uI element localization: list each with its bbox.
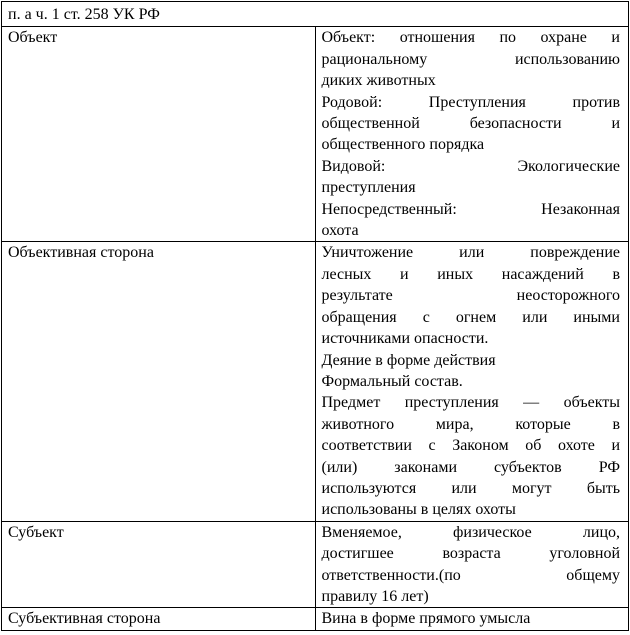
content-line: обращения с огнем или иными [321, 308, 620, 326]
content-line: использованы в целях охоты [321, 501, 516, 519]
content-line: используются или могут быть [321, 479, 620, 497]
content-line: Деяние в форме действия [321, 351, 496, 369]
row-label: Объект [2, 27, 316, 242]
document-page [0, 1, 630, 635]
content-line: Уничтожение или повреждение [321, 244, 620, 262]
content-line: достигшее возраста уголовной [321, 545, 620, 563]
content-line: результате неосторожного [321, 287, 620, 305]
content-line: правилу 16 лет) [321, 587, 429, 605]
content-line: общественного порядка [321, 136, 485, 154]
row-label: Субъективная сторона [2, 608, 316, 630]
content-line: Непосредственный: Незаконная [321, 200, 620, 218]
row-content [315, 27, 629, 242]
row-content [315, 521, 629, 608]
content-line: охота [321, 222, 359, 240]
table-row [2, 521, 629, 608]
content-line: Объект: отношения по охране и [321, 29, 620, 47]
table-row [2, 608, 629, 630]
content-line: лесных и иных насаждений в [321, 265, 620, 283]
row-content [315, 242, 629, 521]
content-line: ответственности.(по общему [321, 566, 620, 584]
content-line: преступления [321, 179, 416, 197]
content-line: Предмет преступления — объекты [321, 394, 620, 412]
content-line: Родовой: Преступления против [321, 93, 620, 111]
content-line: Видовой: Экологические [321, 157, 620, 175]
content-line: (или) законами субъектов РФ [321, 458, 620, 476]
table-row [2, 27, 629, 242]
content-line: Формальный состав. [321, 372, 463, 390]
content-line: соответствии с Законом об охоте и [321, 437, 620, 455]
content-line: диких животных [321, 72, 436, 90]
content-line: животного мира, которые в [321, 415, 620, 433]
row-label: Субъект [2, 521, 316, 608]
content-line: рациональному использованию [321, 50, 620, 68]
content-line: источниками опасности. [321, 330, 489, 348]
row-content [315, 608, 629, 630]
content-line: общественной безопасности и [321, 115, 620, 133]
content-line: Вина в форме прямого умысла [321, 610, 531, 628]
row-label: Объективная сторона [2, 242, 316, 521]
table-header-row [2, 2, 629, 27]
content-line: Вменяемое, физическое лицо, [321, 523, 620, 541]
table-header-cell: п. а ч. 1 ст. 258 УК РФ [2, 2, 629, 27]
table-row [2, 242, 629, 521]
crime-elements-table [1, 1, 629, 631]
